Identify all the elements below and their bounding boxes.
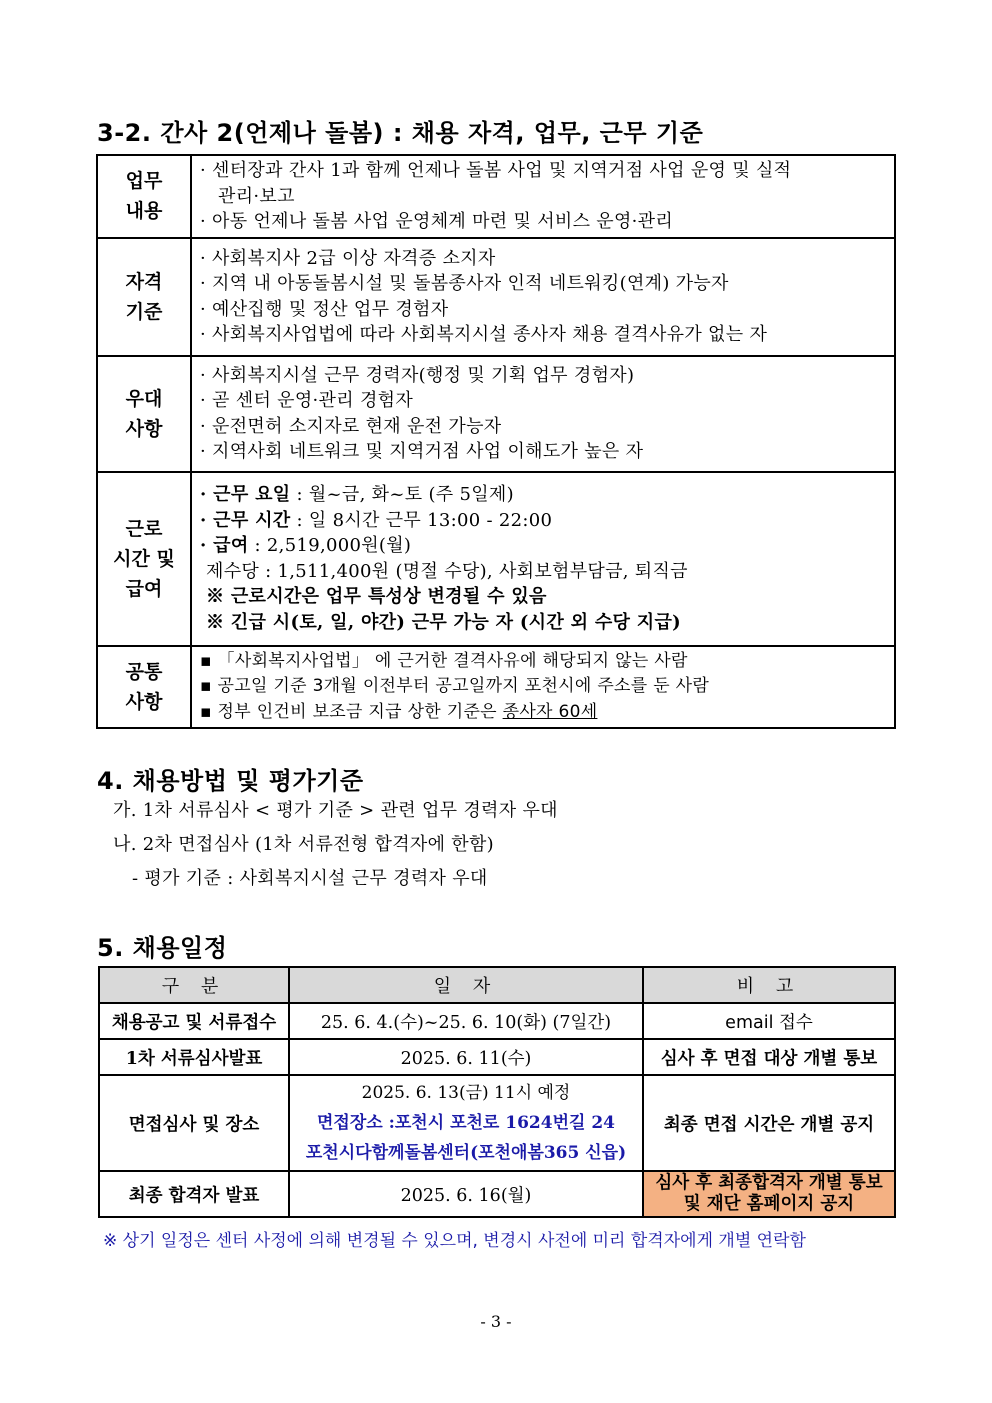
section-5-title: 5. 채용일정 — [97, 934, 228, 962]
interview-venue: 포천시다함께돌봄센터(포천애봄365 신읍) — [305, 1143, 627, 1163]
table-row — [97, 238, 895, 356]
method-line-3: - 평가 기준 : 사회복지시설 근무 경력자 우대 — [132, 868, 488, 889]
square-bullet-icon: ▪ — [200, 701, 212, 722]
list-item: · 사회복지사 2급 이상 자격증 소지자 — [200, 247, 496, 269]
schedule-date — [289, 1075, 643, 1171]
method-line-2: 나. 2차 면접심사 (1차 서류전형 합격자에 한함) — [113, 834, 494, 855]
schedule-step: 최종 합격자 발표 — [99, 1171, 289, 1217]
row-content-hours-salary — [191, 472, 895, 646]
row-content-common — [191, 646, 895, 729]
label-line: 자격 — [125, 270, 163, 293]
schedule-note: email 접수 — [643, 1003, 895, 1039]
salary-label: · 급여 — [200, 535, 249, 556]
column-header: 구 분 — [99, 967, 289, 1003]
label-line: 내용 — [125, 200, 163, 223]
table-row — [97, 155, 895, 238]
label-line: 공통 — [125, 660, 163, 683]
table-row — [97, 472, 895, 646]
label-line: 급여 — [125, 577, 163, 600]
row-content-preference — [191, 356, 895, 472]
list-item-text: 「사회복지사업법」 에 근거한 결격사유에 해당되지 않는 사람 — [217, 650, 688, 671]
section-4-title: 4. 채용방법 및 평가기준 — [97, 767, 364, 795]
list-item: · 지역사회 네트워크 및 지역거점 사업 이해도가 높은 자 — [200, 441, 644, 462]
list-item: · 아동 언제나 돌봄 사업 운영체계 마련 및 서비스 운영·관리 — [200, 211, 674, 232]
table-row — [97, 356, 895, 472]
list-item: 관리·보고 — [218, 185, 295, 207]
salary — [200, 533, 890, 559]
page-number: - 3 - — [480, 1312, 512, 1331]
schedule-note: 심사 후 면접 대상 개별 통보 — [643, 1039, 895, 1075]
table-row — [99, 1039, 895, 1075]
list-item: · 운전면허 소지자로 현재 운전 가능자 — [200, 415, 502, 437]
table-row — [97, 646, 895, 729]
square-bullet-icon: ▪ — [200, 676, 212, 696]
square-bullet-icon: ▪ — [200, 650, 212, 671]
list-item — [200, 700, 890, 726]
emergency-note: ※ 긴급 시(토, 일, 야간) 근무 가능 자 (시간 외 수당 지급) — [206, 611, 682, 633]
interview-date: 2025. 6. 13(금) 11시 예정 — [361, 1083, 571, 1103]
row-content-duties — [191, 155, 895, 238]
list-item: · 사회복지시설 근무 경력자(행정 및 기획 업무 경험자) — [200, 364, 635, 386]
row-label-preference — [97, 356, 191, 472]
note-line: 심사 후 최종합격자 개별 통보 — [655, 1173, 883, 1193]
list-item: · 예산집행 및 정산 업무 경험자 — [200, 298, 449, 320]
list-item-text: 정부 인건비 보조금 지급 상한 기준은 — [217, 701, 503, 722]
label-line: 기준 — [125, 300, 163, 323]
work-days-label: · 근무 요일 — [200, 484, 291, 505]
work-days-value: : 월~금, 화~토 (주 5일제) — [290, 484, 514, 505]
schedule-date: 2025. 6. 16(월) — [289, 1171, 643, 1217]
schedule-table — [98, 966, 896, 1218]
section-3-title: 3-2. 간사 2(언제나 돌봄) : 채용 자격, 업무, 근무 기준 — [97, 119, 704, 147]
row-label-qualification — [97, 238, 191, 356]
table-row — [99, 1075, 895, 1171]
column-header: 일 자 — [289, 967, 643, 1003]
qualification-table — [96, 154, 896, 729]
list-item: · 곧 센터 운영·관리 경험자 — [200, 390, 414, 411]
schedule-change-note: ※ 상기 일정은 센터 사정에 의해 변경될 수 있으며, 변경시 사전에 미리 합격자에게 개별 연락함 — [103, 1231, 806, 1251]
schedule-step: 면접심사 및 장소 — [99, 1075, 289, 1171]
age-limit: 종사자 60세 — [502, 701, 598, 722]
list-item-text: 공고일 기준 3개월 이전부터 공고일까지 포천시에 주소를 둔 사람 — [217, 676, 710, 696]
label-line: 업무 — [125, 170, 163, 193]
row-label-hours-salary — [97, 472, 191, 646]
schedule-note: 최종 면접 시간은 개별 공지 — [643, 1075, 895, 1171]
schedule-date: 25. 6. 4.(수)~25. 6. 10(화) (7일간) — [289, 1003, 643, 1039]
label-line: 우대 — [125, 387, 163, 410]
list-item: · 지역 내 아동돌봄시설 및 돌봄종사자 인적 네트워킹(연계) 가능자 — [200, 273, 729, 294]
row-label-duties — [97, 155, 191, 238]
work-hours-label: · 근무 시간 — [200, 509, 291, 531]
list-item — [200, 649, 890, 675]
schedule-date: 2025. 6. 11(수) — [289, 1039, 643, 1075]
work-hours-value: : 일 8시간 근무 13:00 - 22:00 — [290, 509, 553, 531]
row-content-qualification — [191, 238, 895, 356]
schedule-note — [643, 1171, 895, 1217]
label-line: 사항 — [125, 417, 163, 440]
salary-value: : 2,519,000원(월) — [248, 535, 412, 556]
row-label-common — [97, 646, 191, 729]
note-line: 및 재단 홈페이지 공지 — [683, 1194, 855, 1214]
schedule-step: 채용공고 및 서류접수 — [99, 1003, 289, 1039]
label-line: 시간 및 — [113, 547, 175, 570]
column-header: 비 고 — [643, 967, 895, 1003]
work-hours — [200, 508, 890, 534]
table-row — [99, 1003, 895, 1039]
table-row — [99, 1171, 895, 1217]
list-item: · 센터장과 간사 1과 함께 언제나 돌봄 사업 및 지역거점 사업 운영 및 실적 — [200, 160, 792, 181]
label-line: 근로 — [125, 517, 163, 540]
method-line-1: 가. 1차 서류심사 < 평가 기준 > 관련 업무 경력자 우대 — [113, 800, 558, 821]
allowance: 제수당 : 1,511,400원 (명절 수당), 사회보험부담금, 퇴직금 — [206, 560, 688, 582]
list-item — [200, 674, 890, 700]
label-line: 사항 — [125, 690, 163, 713]
hours-note: ※ 근로시간은 업무 특성상 변경될 수 있음 — [206, 586, 547, 607]
table-header-row — [99, 967, 895, 1003]
list-item: · 사회복지사업법에 따라 사회복지시설 종사자 채용 결격사유가 없는 자 — [200, 324, 768, 345]
schedule-step: 1차 서류심사발표 — [99, 1039, 289, 1075]
interview-address: 면접장소 :포천시 포천로 1624번길 24 — [317, 1113, 615, 1133]
work-days — [200, 482, 890, 508]
